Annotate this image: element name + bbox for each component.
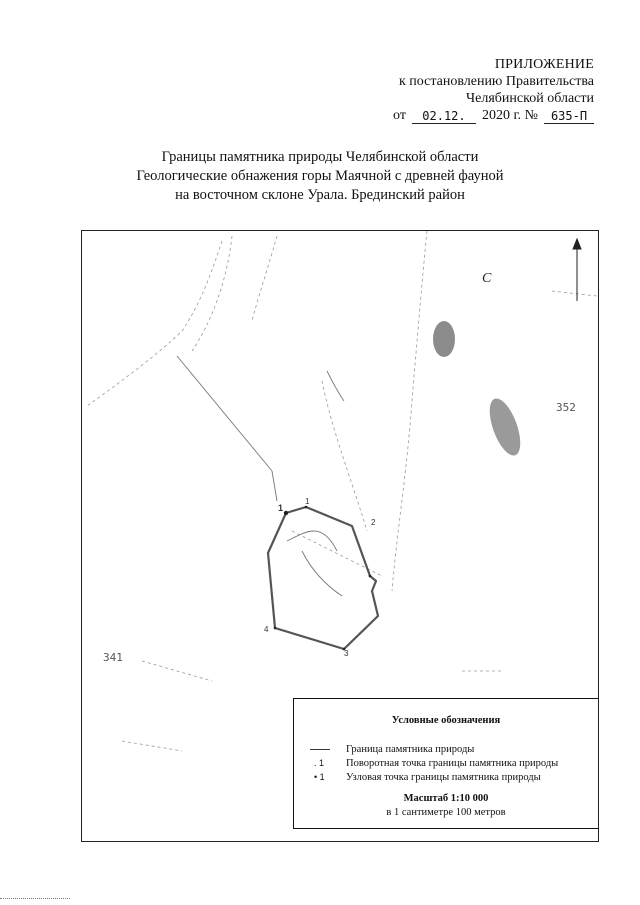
terrain-line (252, 236, 277, 321)
turning-point (305, 506, 308, 509)
number-field: 635-П (544, 109, 594, 124)
from-label: от (393, 108, 406, 123)
legend-item-turning-point (310, 757, 558, 770)
feature-line (287, 531, 337, 551)
point-label: 1 (278, 503, 284, 513)
point-label: 3 (344, 649, 349, 658)
road-line (272, 471, 277, 501)
terrain-patch (483, 395, 526, 460)
terrain-line (322, 381, 367, 531)
terrain-patch (433, 321, 455, 357)
terrain-line (192, 236, 232, 351)
legend-title: Условные обозначения (391, 715, 501, 726)
north-arrow-icon (573, 239, 581, 301)
year-label: 2020 г. № (481, 108, 538, 123)
point-label: 2 (371, 518, 376, 527)
point-label: 1 (305, 497, 310, 506)
map-scale: Масштаб 1:10 000 (403, 793, 489, 804)
terrain-line (142, 661, 212, 681)
date-field: 02.12. (412, 109, 476, 124)
map-scale-note: в 1 сантиметре 100 метров (386, 807, 506, 818)
terrain-line (552, 291, 597, 296)
elevation-label-352: 352 (556, 401, 576, 414)
appendix-line-1: к постановлению Правительства (398, 74, 594, 89)
road-line (177, 356, 272, 471)
turning-point (369, 575, 372, 578)
legend-item-label: Поворотная точка границы памятника природы (346, 758, 559, 769)
title-line-2: Геологические обнажения горы Маячной с древней фауной (136, 168, 504, 184)
point-label: 4 (264, 625, 269, 634)
appendix-date-row (354, 107, 594, 124)
appendix-line-2: Челябинской области (466, 91, 594, 106)
terrain-line (392, 231, 427, 591)
feature-line (327, 371, 344, 401)
feature-line (302, 551, 342, 596)
node-point (284, 511, 288, 515)
map-frame (81, 230, 599, 842)
footer-divider (0, 898, 70, 899)
boundary-line-symbol (310, 749, 330, 750)
appendix-block (354, 56, 594, 124)
terrain-line (87, 241, 222, 406)
terrain-line (122, 741, 182, 751)
map-legend (293, 698, 599, 829)
document-title (0, 148, 640, 205)
legend-item-label: Граница памятника природы (346, 744, 475, 755)
turning-point-symbol: . 1 (314, 758, 325, 768)
legend-item-node-point (310, 771, 541, 784)
nature-monument-boundary (268, 507, 378, 649)
turning-point (274, 627, 277, 630)
node-point-symbol: • 1 (314, 772, 325, 782)
title-line-1: Границы памятника природы Челябинской области (161, 149, 479, 165)
legend-item-boundary (310, 743, 474, 756)
appendix-title: ПРИЛОЖЕНИЕ (494, 57, 594, 72)
title-line-3: на восточном склоне Урала. Брединский район (175, 187, 465, 203)
legend-item-label: Узловая точка границы памятника природы (346, 772, 541, 783)
north-label: С (482, 271, 492, 286)
elevation-label-341: 341 (103, 651, 123, 664)
